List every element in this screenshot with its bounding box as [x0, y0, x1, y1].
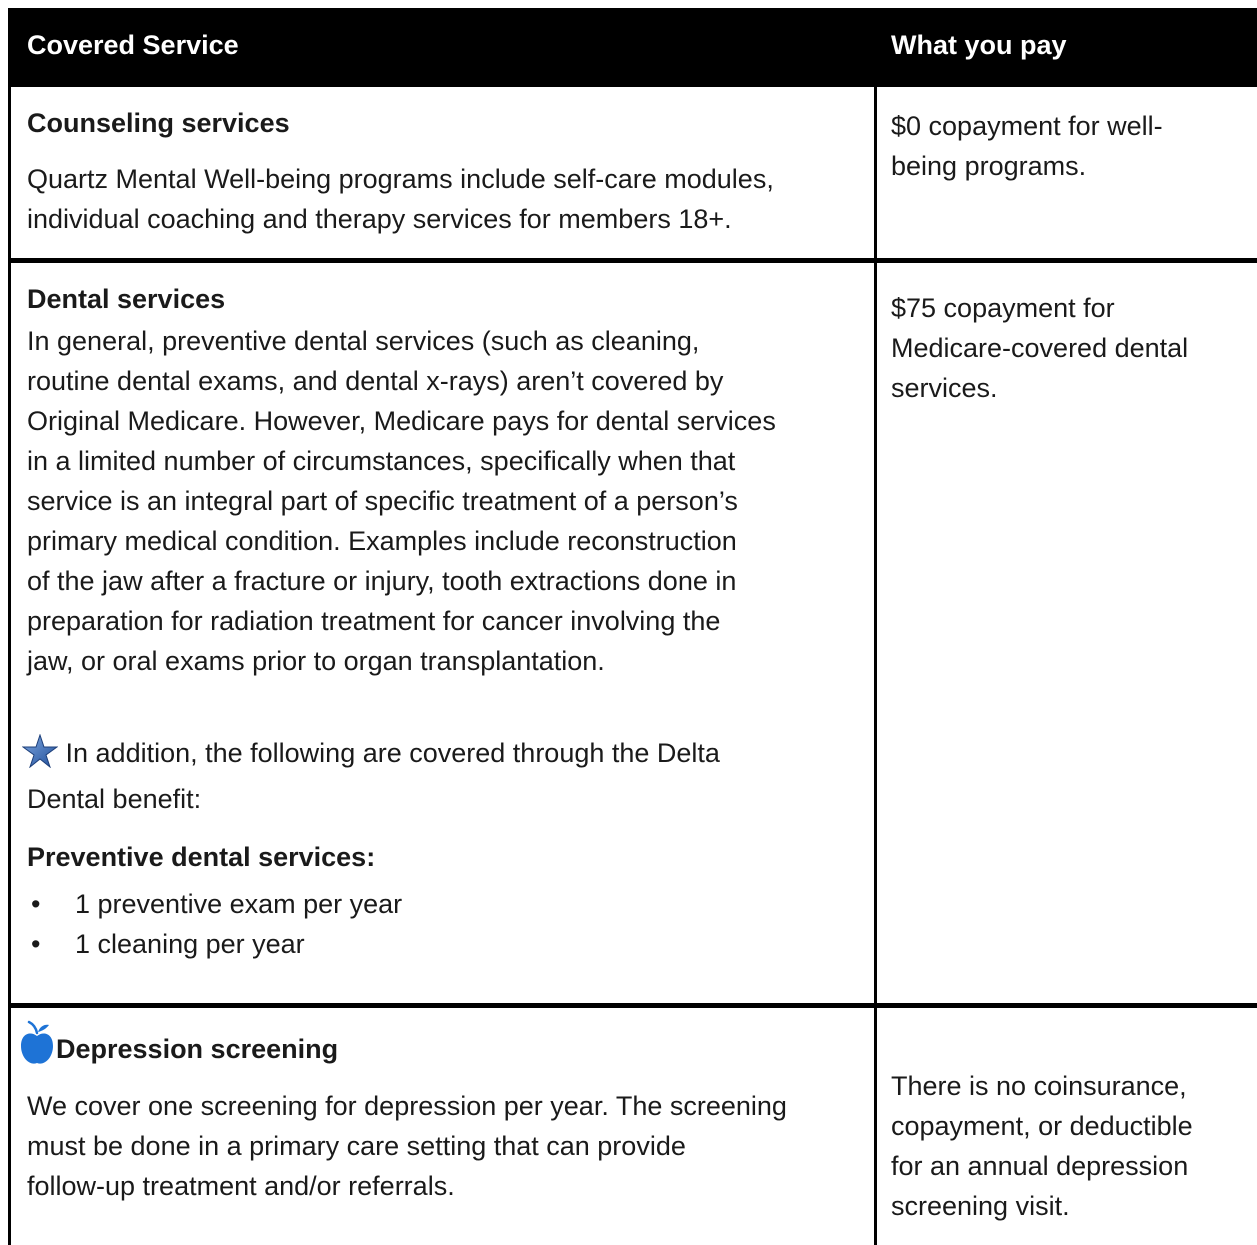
text-line: Quartz Mental Well-being programs include self-care modules, — [27, 164, 774, 194]
table-header — [8, 8, 1257, 87]
subheading: Preventive dental services: — [27, 842, 376, 872]
header-covered-service: Covered Service — [27, 30, 239, 60]
row-title-wrap — [20, 1020, 338, 1066]
pay-line: being programs. — [891, 151, 1087, 181]
text-line: Dental benefit: — [27, 784, 202, 814]
text-line: In general, preventive dental services (such as cleaning, — [27, 326, 700, 356]
pay-line: Medicare-covered dental — [891, 333, 1189, 363]
pay-line: copayment, or deductible — [891, 1111, 1193, 1141]
pay-dental — [891, 288, 1251, 408]
pay-line: $75 copayment for — [891, 293, 1115, 323]
addition-note — [22, 733, 720, 819]
pay-depression — [891, 1066, 1251, 1226]
pay-line: services. — [891, 373, 998, 403]
text-line: service is an integral part of specific treatment of a person’s — [27, 486, 738, 516]
row-dental — [8, 263, 874, 1003]
list-item-text: 1 cleaning per year — [75, 929, 305, 959]
apple-icon — [20, 1020, 54, 1066]
bullet-list — [27, 884, 402, 964]
list-item-text: 1 preventive exam per year — [75, 889, 403, 919]
text-line: preparation for radiation treatment for cancer involving the — [27, 606, 721, 636]
row-title: Dental services — [27, 284, 226, 314]
row-depression — [8, 1008, 874, 1245]
list-item: • 1 cleaning per year — [31, 929, 305, 959]
text-line: routine dental exams, and dental x-rays) aren’t covered by — [27, 366, 724, 396]
text-line: individual coaching and therapy services for members 18+. — [27, 204, 732, 234]
text-line: of the jaw after a fracture or injury, tooth extractions done in — [27, 566, 737, 596]
text-line: must be done in a primary care setting that can provide — [27, 1131, 686, 1161]
text-line: Original Medicare. However, Medicare pays for dental services — [27, 406, 776, 436]
text-line: We cover one screening for depression per year. The screening — [27, 1091, 787, 1121]
text-line: follow-up treatment and/or referrals. — [27, 1171, 455, 1201]
text-line: in a limited number of circumstances, specifically when that — [27, 446, 736, 476]
pay-line: There is no coinsurance, — [891, 1071, 1187, 1101]
row-description — [27, 1086, 787, 1206]
text-line: In addition, the following are covered through the Delta — [65, 738, 720, 768]
row-counseling — [8, 87, 874, 258]
header-what-you-pay: What you pay — [891, 30, 1067, 60]
pay-line: $0 copayment for well- — [891, 111, 1163, 141]
pay-line: screening visit. — [891, 1191, 1070, 1221]
list-item: • 1 preventive exam per year — [31, 889, 403, 919]
row-title: Counseling services — [27, 108, 290, 138]
row-description — [27, 159, 774, 239]
benefits-table — [8, 8, 1257, 1245]
text-line: primary medical condition. Examples include reconstruction — [27, 526, 737, 556]
pay-counseling — [891, 106, 1251, 186]
text-line: jaw, or oral exams prior to organ transplantation. — [27, 646, 605, 676]
pay-line: for an annual depression — [891, 1151, 1189, 1181]
row-title: Depression screening — [56, 1034, 339, 1064]
row-description — [27, 321, 776, 681]
star-icon — [22, 734, 58, 779]
